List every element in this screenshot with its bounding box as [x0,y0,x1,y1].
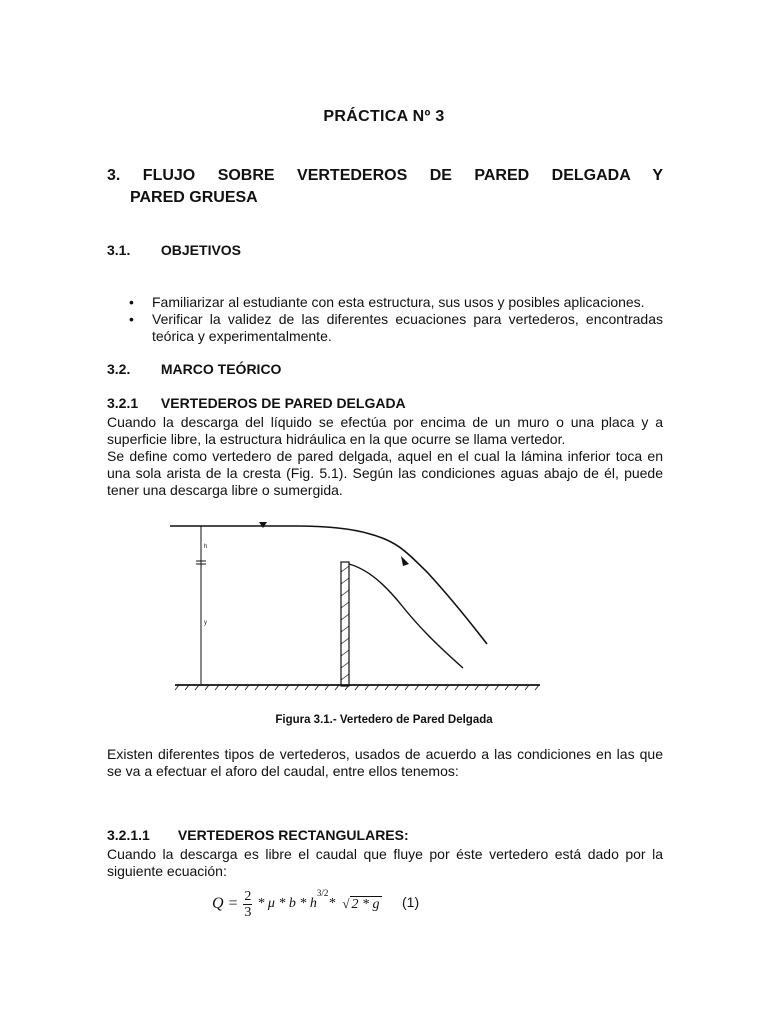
fraction-numerator: 2 [244,888,252,904]
objective-text: Verificar la validez de las diferentes ecuaciones para vertederos, encontradas teórica y experimentalmente. [152,311,663,344]
rectangular-number: 3.2.1.1 [107,827,150,843]
fraction-denominator: 3 [244,904,252,920]
section-title-line1: FLUJO SOBRE VERTEDEROS DE PARED DELGADA Y [142,167,663,184]
equation-sqrt [342,896,381,913]
equation-number: (1) [402,894,420,910]
bullet-marker: • [129,294,134,310]
thin-wall-heading [107,394,406,412]
label-h: h [204,544,208,550]
upper-nappe-line [170,526,487,644]
bullet-marker: • [129,311,134,327]
flow-arrow-icon [401,556,409,566]
objectives-number: 3.1. [107,242,131,258]
theory-heading [107,360,281,378]
sqrt-icon: √ [342,895,350,911]
section-number: 3. [107,167,121,184]
objectives-heading [107,241,241,259]
lower-nappe-line [349,564,463,668]
section-heading [107,165,663,187]
paragraph: Cuando la descarga del líquido se efectúa por encima de un muro o una placa y a superficie libre, la estructura hidráulica en la que ocurre se llama vertedor. [107,414,663,447]
label-y: y [204,620,207,626]
water-surface-marker-icon [259,522,267,528]
thin-wall-title: VERTEDEROS DE PARED DELGADA [160,395,406,411]
list-item [107,311,663,345]
rectangular-heading [107,826,409,844]
equation-lhs: Q = [212,895,239,913]
equation-rhs: * μ * b * h [257,896,317,912]
page-title: PRÁCTICA Nº 3 [323,108,445,125]
rectangular-title: VERTEDEROS RECTANGULARES: [177,827,409,843]
sqrt-radicand: 2 * g [351,896,380,912]
equation-times: * [328,896,336,912]
equation-fraction [243,889,252,920]
figure-caption: Figura 3.1.- Vertedero de Pared Delgada [275,714,493,726]
paragraph: Se define como vertedero de pared delgada, aquel en el cual la lámina inferior toca en una sola arista de la cresta (Fig. 5.1). Según las condiciones aguas abajo de él, puede tener una descarga libre o sumergida. [107,448,663,498]
theory-title: MARCO TEÓRICO [160,361,282,377]
weir-figure [165,512,545,692]
equation-exponent: 3/2 [316,888,329,898]
objectives-list [107,294,663,345]
objectives-title: OBJETIVOS [160,242,242,258]
weir-equation [212,888,382,920]
section-title-line2: PARED GRUESA [130,189,258,206]
thin-wall-number: 3.2.1 [107,395,139,411]
rectangular-paragraph: Cuando la descarga es libre el caudal que fluye por éste vertedero está dado por la siguiente ecuación: [107,846,663,879]
thin-wall-text [107,414,663,499]
objective-text: Familiarizar al estudiante con esta estructura, sus usos y posibles aplicaciones. [152,294,645,310]
theory-number: 3.2. [107,361,131,377]
types-paragraph: Existen diferentes tipos de vertederos, usados de acuerdo a las condiciones en las que se va a efectuar el aforo del caudal, entre ellos tenemos: [107,746,663,779]
list-item [107,294,663,311]
